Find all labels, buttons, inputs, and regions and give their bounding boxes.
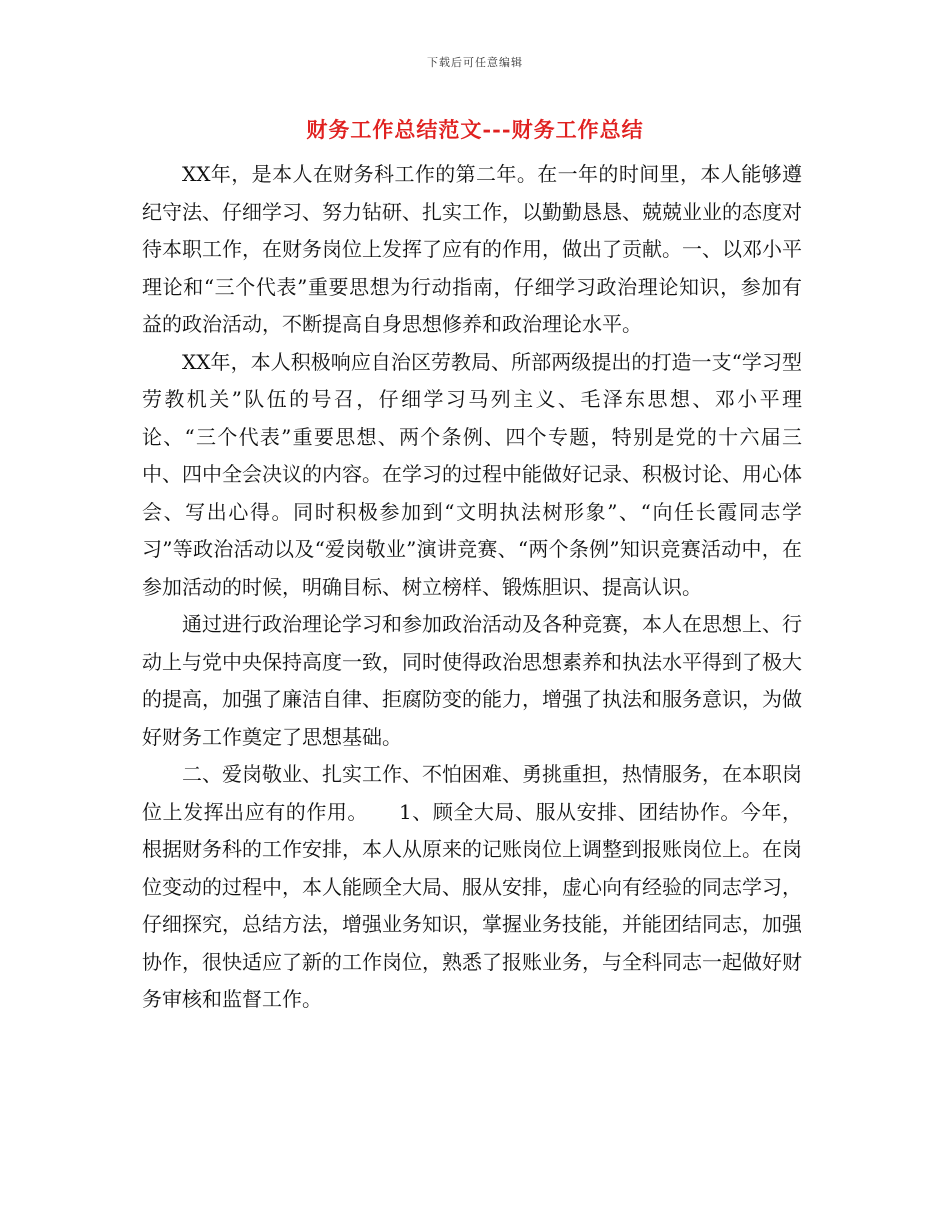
paragraph: 通过进行政治理论学习和参加政治活动及各种竞赛，本人在思想上、行动上与党中央保持高度一致，同时使得政治思想素养和执法水平得到了极大的提高，加强了廉洁自律、拒腐防变的能力，增强了执法和服务意识，为做好财务工作奠定了思想基础。 [142,612,802,749]
paragraph: XX年，是本人在财务科工作的第二年。在一年的时间里，本人能够遵纪守法、仔细学习、努力钻研、扎实工作，以勤勤恳恳、兢兢业业的态度对待本职工作，在财务岗位上发挥了应有的作用，做出了贡献。一、以邓小平理论和“三个代表”重要思想为行动指南，仔细学习政治理论知识，参加有益的政治活动，不断提高自身思想修养和政治理论水平。 [142,162,802,336]
document-body [142,156,802,1019]
header-note: 下载后可任意编辑 [427,56,523,69]
paragraph: XX年，本人积极响应自治区劳教局、所部两级提出的打造一支“学习型劳教机关”队伍的号召，仔细学习马列主义、毛泽东思想、邓小平理论、“三个代表”重要思想、两个条例、四个专题，特别是党的十六届三中、四中全会决议的内容。在学习的过程中能做好记录、积极讨论、用心体会、写出心得。同时积极参加到“文明执法树形象”、“向任长霞同志学习”等政治活动以及“爱岗敬业”演讲竞赛、“两个条例”知识竞赛活动中，在参加活动的时候，明确目标、树立榜样、锻炼胆识、提高认识。 [142,349,802,599]
document-title: 财务工作总结范文---财务工作总结 [306,117,644,142]
paragraph: 二、爱岗敬业、扎实工作、不怕困难、勇挑重担，热情服务，在本职岗位上发挥出应有的作用。 1、顾全大局、服从安排、团结协作。今年，根据财务科的工作安排，本人从原来的记账岗位上调整到报账岗位上。在岗位变动的过程中，本人能顾全大局、服从安排，虚心向有经验的同志学习，仔细探究，总结方法，增强业务知识，掌握业务技能，并能团结同志，加强协作，很快适应了新的工作岗位，熟悉了报账业务，与全科同志一起做好财务审核和监督工作。 [142,762,802,1011]
